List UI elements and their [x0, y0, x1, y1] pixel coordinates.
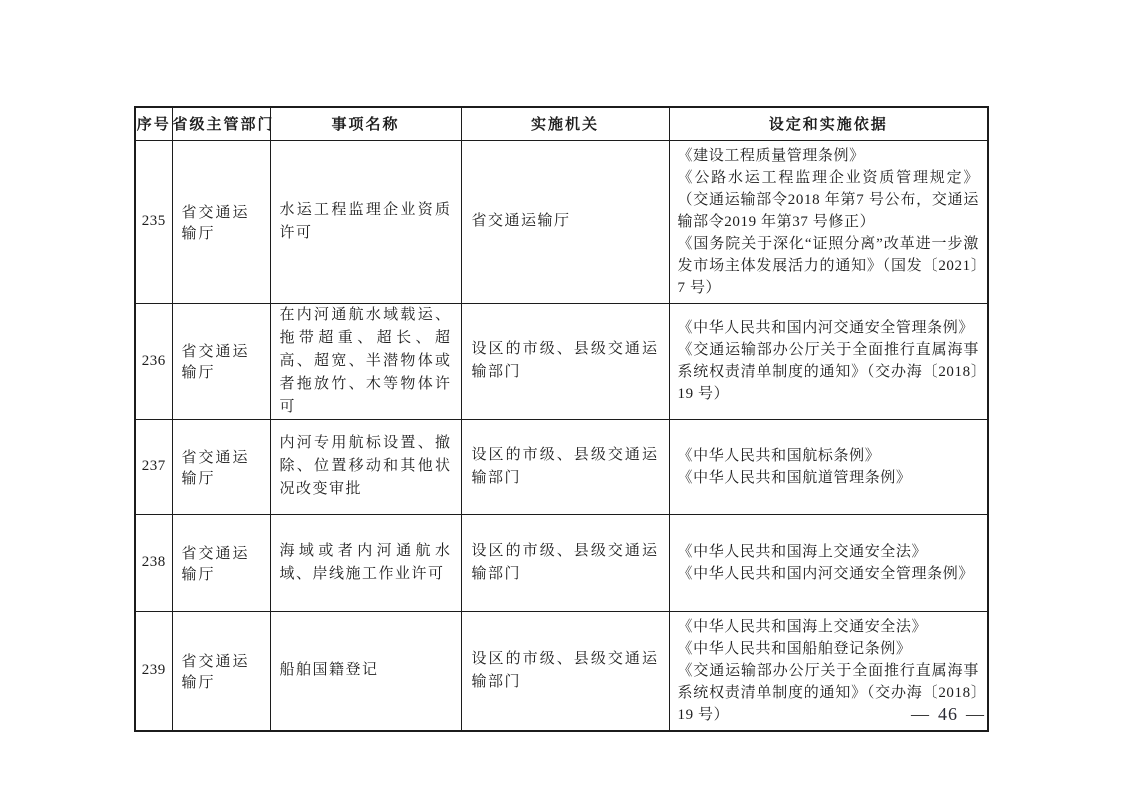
- cell-serial-number: 235: [135, 140, 172, 303]
- table-row: [135, 140, 988, 303]
- basis-entry: 《中华人民共和国海上交通安全法》: [677, 543, 928, 560]
- table-row: [135, 514, 988, 611]
- page-number-left-dash: —: [911, 704, 930, 724]
- cell-serial-number: 237: [135, 419, 172, 514]
- page-number: [893, 704, 1003, 725]
- cell-implementing-agency: 省交通运输厅: [461, 140, 669, 303]
- table-header-row: [135, 107, 988, 140]
- basis-entry: 《中华人民共和国内河交通安全管理条例》: [677, 565, 974, 582]
- cell-provincial-department: 省交通运输厅: [172, 140, 270, 303]
- cell-item-name: 海域或者内河通航水域、岸线施工作业许可: [270, 514, 461, 611]
- cell-provincial-department: 省交通运输厅: [172, 611, 270, 731]
- basis-entry: 《建设工程质量管理条例》: [677, 147, 865, 164]
- table-row: [135, 611, 988, 731]
- cell-legal-basis: [669, 303, 988, 419]
- basis-entry: 《中华人民共和国内河交通安全管理条例》: [677, 320, 974, 336]
- cell-implementing-agency: 设区的市级、县级交通运输部门: [461, 419, 669, 514]
- cell-serial-number: 238: [135, 514, 172, 611]
- cell-item-name: 水运工程监理企业资质许可: [270, 140, 461, 303]
- cell-serial-number: 236: [135, 303, 172, 419]
- cell-implementing-agency: 设区的市级、县级交通运输部门: [461, 303, 669, 419]
- basis-entry: 《公路水运工程监理企业资质管理规定》（交通运输部令2018 年第7 号公布，交通运输部令2019 年第37 号修正）: [677, 169, 979, 230]
- cell-provincial-department: 省交通运输厅: [172, 514, 270, 611]
- basis-entry: 《国务院关于深化“证照分离”改革进一步激发市场主体发展活力的通知》（国发〔2021〕7 号）: [677, 235, 979, 296]
- cell-legal-basis: [669, 514, 988, 611]
- header-serial-number: 序号: [135, 107, 172, 140]
- basis-entry: 《交通运输部办公厅关于全面推行直属海事系统权责清单制度的通知》（交办海〔2018〕19 号）: [677, 662, 979, 723]
- table-row: [135, 303, 988, 419]
- cell-implementing-agency: 设区的市级、县级交通运输部门: [461, 514, 669, 611]
- header-legal-basis: 设定和实施依据: [669, 107, 988, 140]
- header-item-name: 事项名称: [270, 107, 461, 140]
- licensing-items-table: [134, 106, 989, 732]
- header-implementing-agency: 实施机关: [461, 107, 669, 140]
- cell-item-name: 船舶国籍登记: [270, 611, 461, 731]
- basis-entry: 《交通运输部办公厅关于全面推行直属海事系统权责清单制度的通知》（交办海〔2018〕19 号）: [677, 342, 979, 402]
- page-number-right-dash: —: [966, 704, 985, 724]
- cell-serial-number: 239: [135, 611, 172, 731]
- cell-legal-basis: [669, 140, 988, 303]
- cell-provincial-department: 省交通运输厅: [172, 303, 270, 419]
- cell-legal-basis: [669, 419, 988, 514]
- basis-entry: 《中华人民共和国船舶登记条例》: [677, 640, 912, 657]
- page-number-value: 46: [938, 704, 958, 724]
- table-row: [135, 419, 988, 514]
- basis-entry: 《中华人民共和国航道管理条例》: [677, 469, 912, 486]
- cell-item-name: 在内河通航水域载运、拖带超重、超长、超高、超宽、半潜物体或者拖放竹、木等物体许可: [270, 303, 461, 419]
- basis-entry: 《中华人民共和国海上交通安全法》: [677, 618, 928, 635]
- header-provincial-department: 省级主管部门: [172, 107, 270, 140]
- cell-provincial-department: 省交通运输厅: [172, 419, 270, 514]
- cell-item-name: 内河专用航标设置、撤除、位置移动和其他状况改变审批: [270, 419, 461, 514]
- basis-entry: 《中华人民共和国航标条例》: [677, 447, 881, 464]
- cell-implementing-agency: 设区的市级、县级交通运输部门: [461, 611, 669, 731]
